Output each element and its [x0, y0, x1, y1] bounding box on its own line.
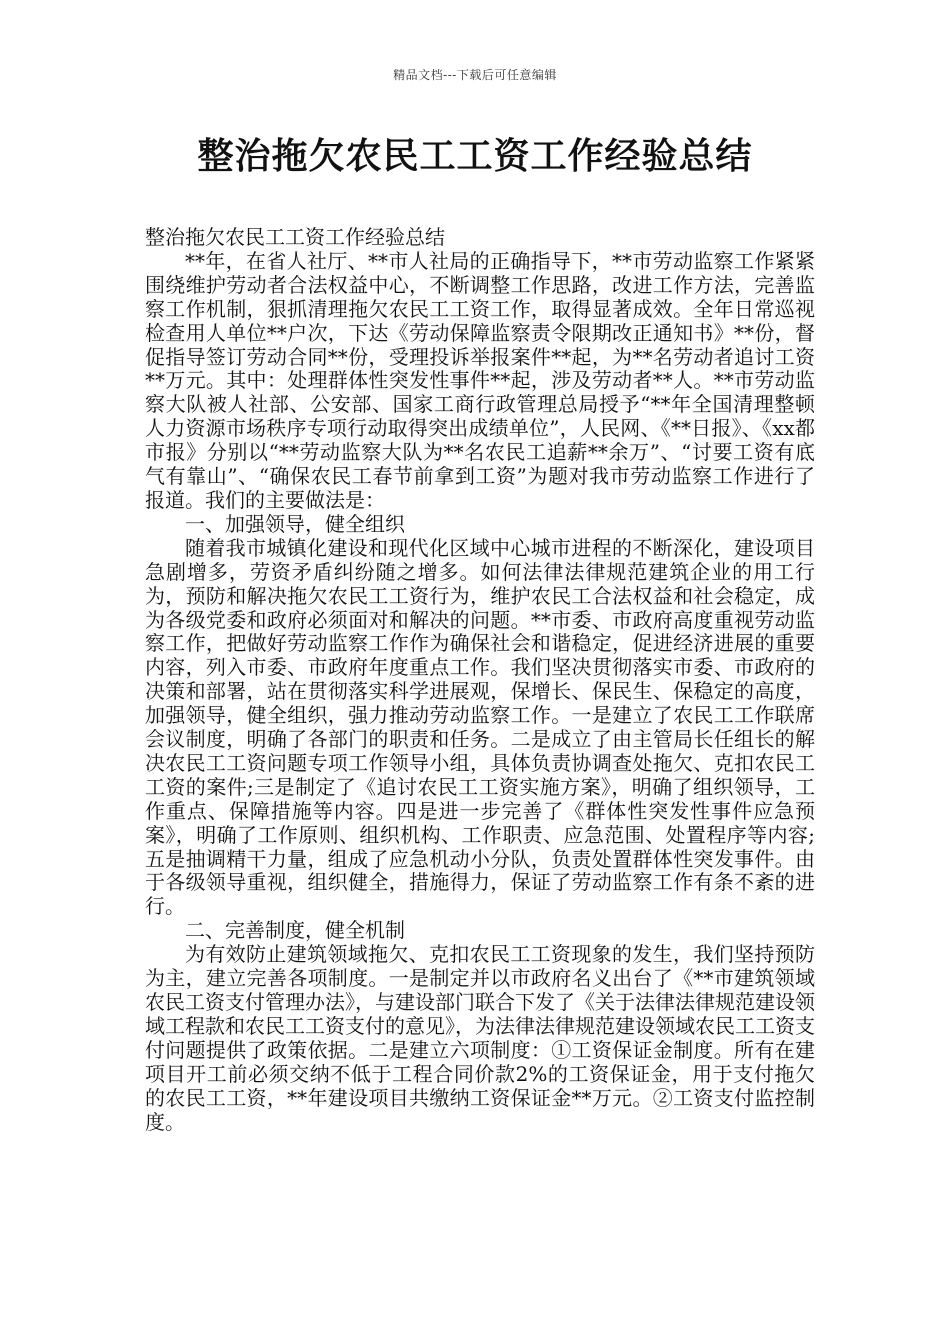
document-title: 整治拖欠农民工工资工作经验总结 — [197, 136, 753, 177]
body-subtitle: 整治拖欠农民工工资工作经验总结 — [145, 225, 445, 249]
section-heading-1: 一、加强领导，健全组织 — [185, 511, 405, 536]
paragraph-intro: **年，在省人社厅、**市人社局的正确指导下，**市劳动监察工作紧紧围绕维护劳动者合法权益中心，不断调整工作思路，改进工作方法，完善监察工作机制，狠抓清理拖欠农民工工资工作，取得显著成效。全年日常巡视检查用人单位**户次，下达《劳动保障监察责令限期改正通知书》**份，督促指导签订劳动合同**份，受理投诉举报案件**起，为**名劳动者追讨工资**万元。其中：处理群体性突发性事件**起，涉及劳动者**人。**市劳动监察大队被人社部、公安部、国家工商行政管理总局授予“**年全国清理整顿人力资源市场秩序专项行动取得突出成绩单位”，人民网、《**日报》、《xx都市报》分别以“**劳动监察大队为**名农民工追薪**余万”、“讨要工资有底气有靠山”、“确保农民工春节前拿到工资”为题对我市劳动监察工作进行了报道。我们的主要做法是： — [145, 248, 815, 512]
section-heading-2: 二、完善制度，健全机制 — [185, 918, 405, 943]
paragraph-section-2: 为有效防止建筑领域拖欠、克扣农民工工资现象的发生，我们坚持预防为主，建立完善各项制度。一是制定并以市政府名义出台了《**市建筑领域农民工资支付管理办法》，与建设部门联合下发了《关于法律法律规范建设领域工程款和农民工工资支付的意见》，为法律法律规范建设领域农民工工资支付问题提供了政策依据。二是建立六项制度：①工资保证金制度。所有在建项目开工前必须交纳不低于工程合同价款2%的工资保证金，用于支付拖欠的农民工工资，**年建设项目共缴纳工资保证金**万元。②工资支付监控制度。 — [145, 942, 815, 1134]
paragraph-section-1: 随着我市城镇化建设和现代化区域中心城市进程的不断深化，建设项目急剧增多，劳资矛盾纠纷随之增多。如何法律法律规范建筑企业的用工行为，预防和解决拖欠农民工工资行为，维护农民工合法权益和社会稳定，成为各级党委和政府必须面对和解决的问题。**市委、市政府高度重视劳动监察工作，把做好劳动监察工作作为确保社会和谐稳定，促进经济进展的重要内容，列入市委、市政府年度重点工作。我们坚决贯彻落实市委、市政府的决策和部署，站在贯彻落实科学进展观，保增长、保民生、保稳定的高度，加强领导，健全组织，强力推动劳动监察工作。一是建立了农民工工作联席会议制度，明确了各部门的职责和任务。二是成立了由主管局长任组长的解决农民工工资问题专项工作领导小组，具体负责协调查处拖欠、克扣农民工工资的案件;三是制定了《追讨农民工工资实施方案》，明确了组织领导，工作重点、保障措施等内容。四是进一步完善了《群体性突发性事件应急预案》，明确了工作原则、组织机构、工作职责、应急范围、处置程序等内容;五是抽调精干力量，组成了应急机动小分队，负责处置群体性突发事件。由于各级领导重视，组织健全，措施得力，保证了劳动监察工作有条不紊的进行。 — [145, 535, 815, 919]
header-note: 精品文档---下载后可任意编辑 — [393, 68, 557, 82]
document-body — [145, 226, 815, 1134]
